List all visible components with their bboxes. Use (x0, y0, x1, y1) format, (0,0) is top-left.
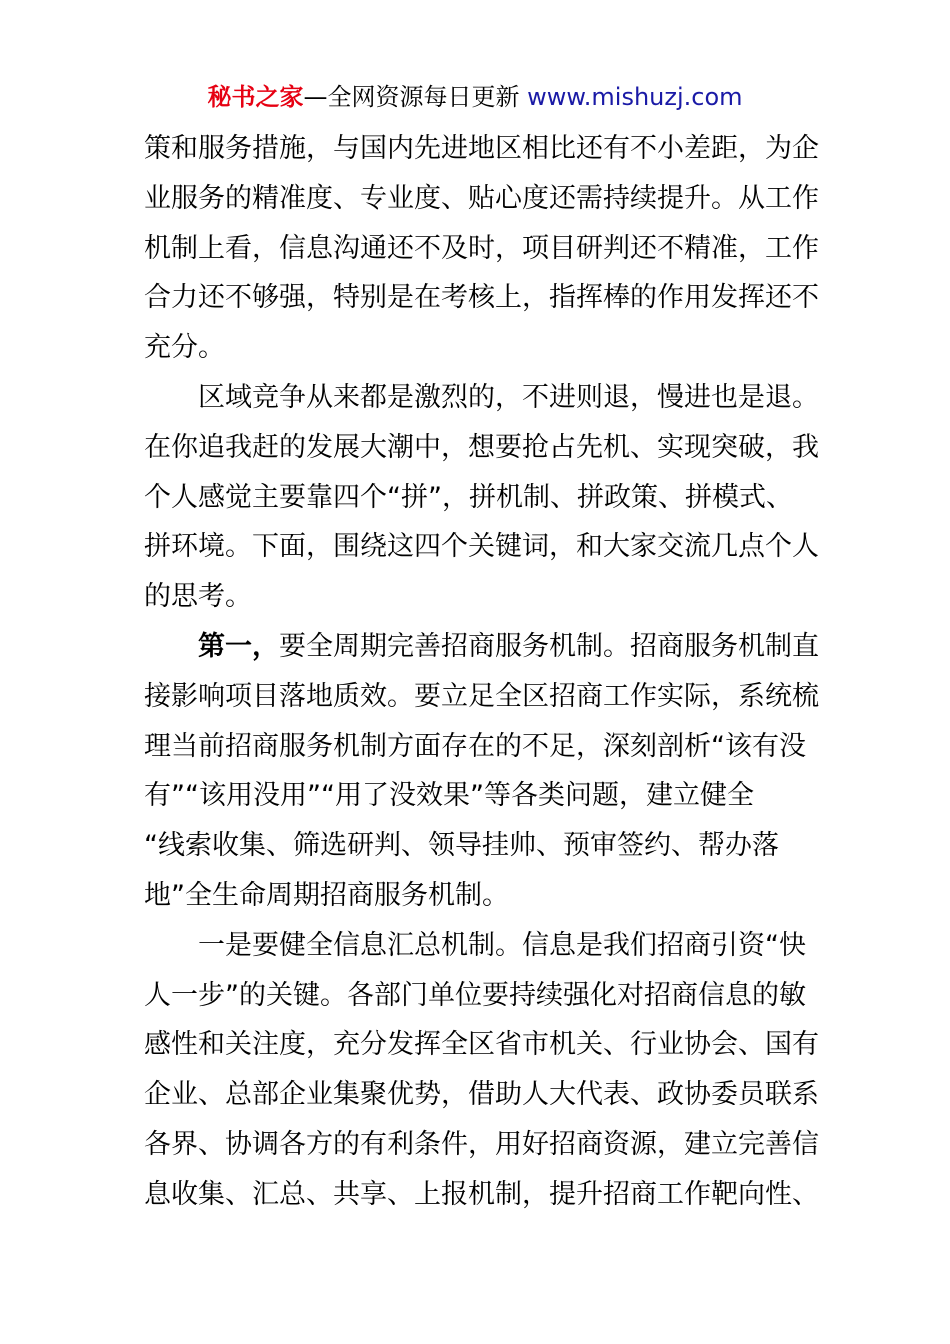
text-line: 拼环境。下面，围绕这四个关键词，和大家交流几点个人 (144, 531, 819, 563)
text-line: “线索收集、筛选研判、领导挂帅、预审签约、帮办落 (144, 830, 779, 862)
paragraph (144, 124, 819, 373)
document-body (144, 124, 819, 1220)
text-line: 一是要健全信息汇总机制。信息是我们招商引资“快 (198, 929, 806, 961)
paragraph (144, 622, 819, 921)
text-line: 在你追我赶的发展大潮中，想要抢占先机、实现突破，我 (144, 431, 819, 463)
paragraph (144, 921, 819, 1220)
text-line: 有”“该用没用”“用了没效果”等各类问题，建立健全 (144, 780, 754, 812)
text-line: 息收集、汇总、共享、上报机制，提升招商工作靶向性、 (144, 1178, 819, 1210)
text-line: 人一步”的关键。各部门单位要持续强化对招商信息的敏 (144, 979, 806, 1011)
text-line: 合力还不够强，特别是在考核上，指挥棒的作用发挥还不 (144, 282, 819, 314)
text-line: 充分。 (144, 332, 225, 364)
text-line: 感性和关注度，充分发挥全区省市机关、行业协会、国有 (144, 1029, 819, 1061)
header-tagline: —全网资源每日更新 (303, 83, 520, 111)
text-line: 接影响项目落地质效。要立足全区招商工作实际，系统梳 (144, 680, 819, 712)
paragraph (144, 373, 819, 622)
section-lead: 第一， (198, 630, 279, 662)
brand-name: 秘书之家 (207, 83, 304, 111)
text-line: 机制上看，信息沟通还不及时，项目研判还不精准，工作 (144, 232, 819, 264)
text-line: 理当前招商服务机制方面存在的不足，深刻剖析“该有没 (144, 730, 806, 762)
text-line: 区域竞争从来都是激烈的，不进则退，慢进也是退。 (198, 381, 819, 413)
page-header (0, 80, 950, 114)
text-line: 业服务的精准度、专业度、贴心度还需持续提升。从工作 (144, 182, 819, 214)
text-line: 地”全生命周期招商服务机制。 (144, 879, 509, 911)
text-line: 策和服务措施，与国内先进地区相比还有不小差距，为企 (144, 133, 819, 164)
site-url[interactable]: www.mishuzj.com (527, 83, 743, 111)
text-line: 个人感觉主要靠四个“拼”，拼机制、拼政策、拼模式、 (144, 481, 793, 513)
text-line (144, 622, 819, 672)
text-line: 的思考。 (144, 581, 252, 613)
section-heading-text: 要全周期完善招商服务机制。招商服务机制直 (279, 630, 819, 662)
text-line: 企业、总部企业集聚优势，借助人大代表、政协委员联系 (144, 1079, 819, 1111)
text-line: 各界、协调各方的有利条件，用好招商资源，建立完善信 (144, 1128, 819, 1160)
